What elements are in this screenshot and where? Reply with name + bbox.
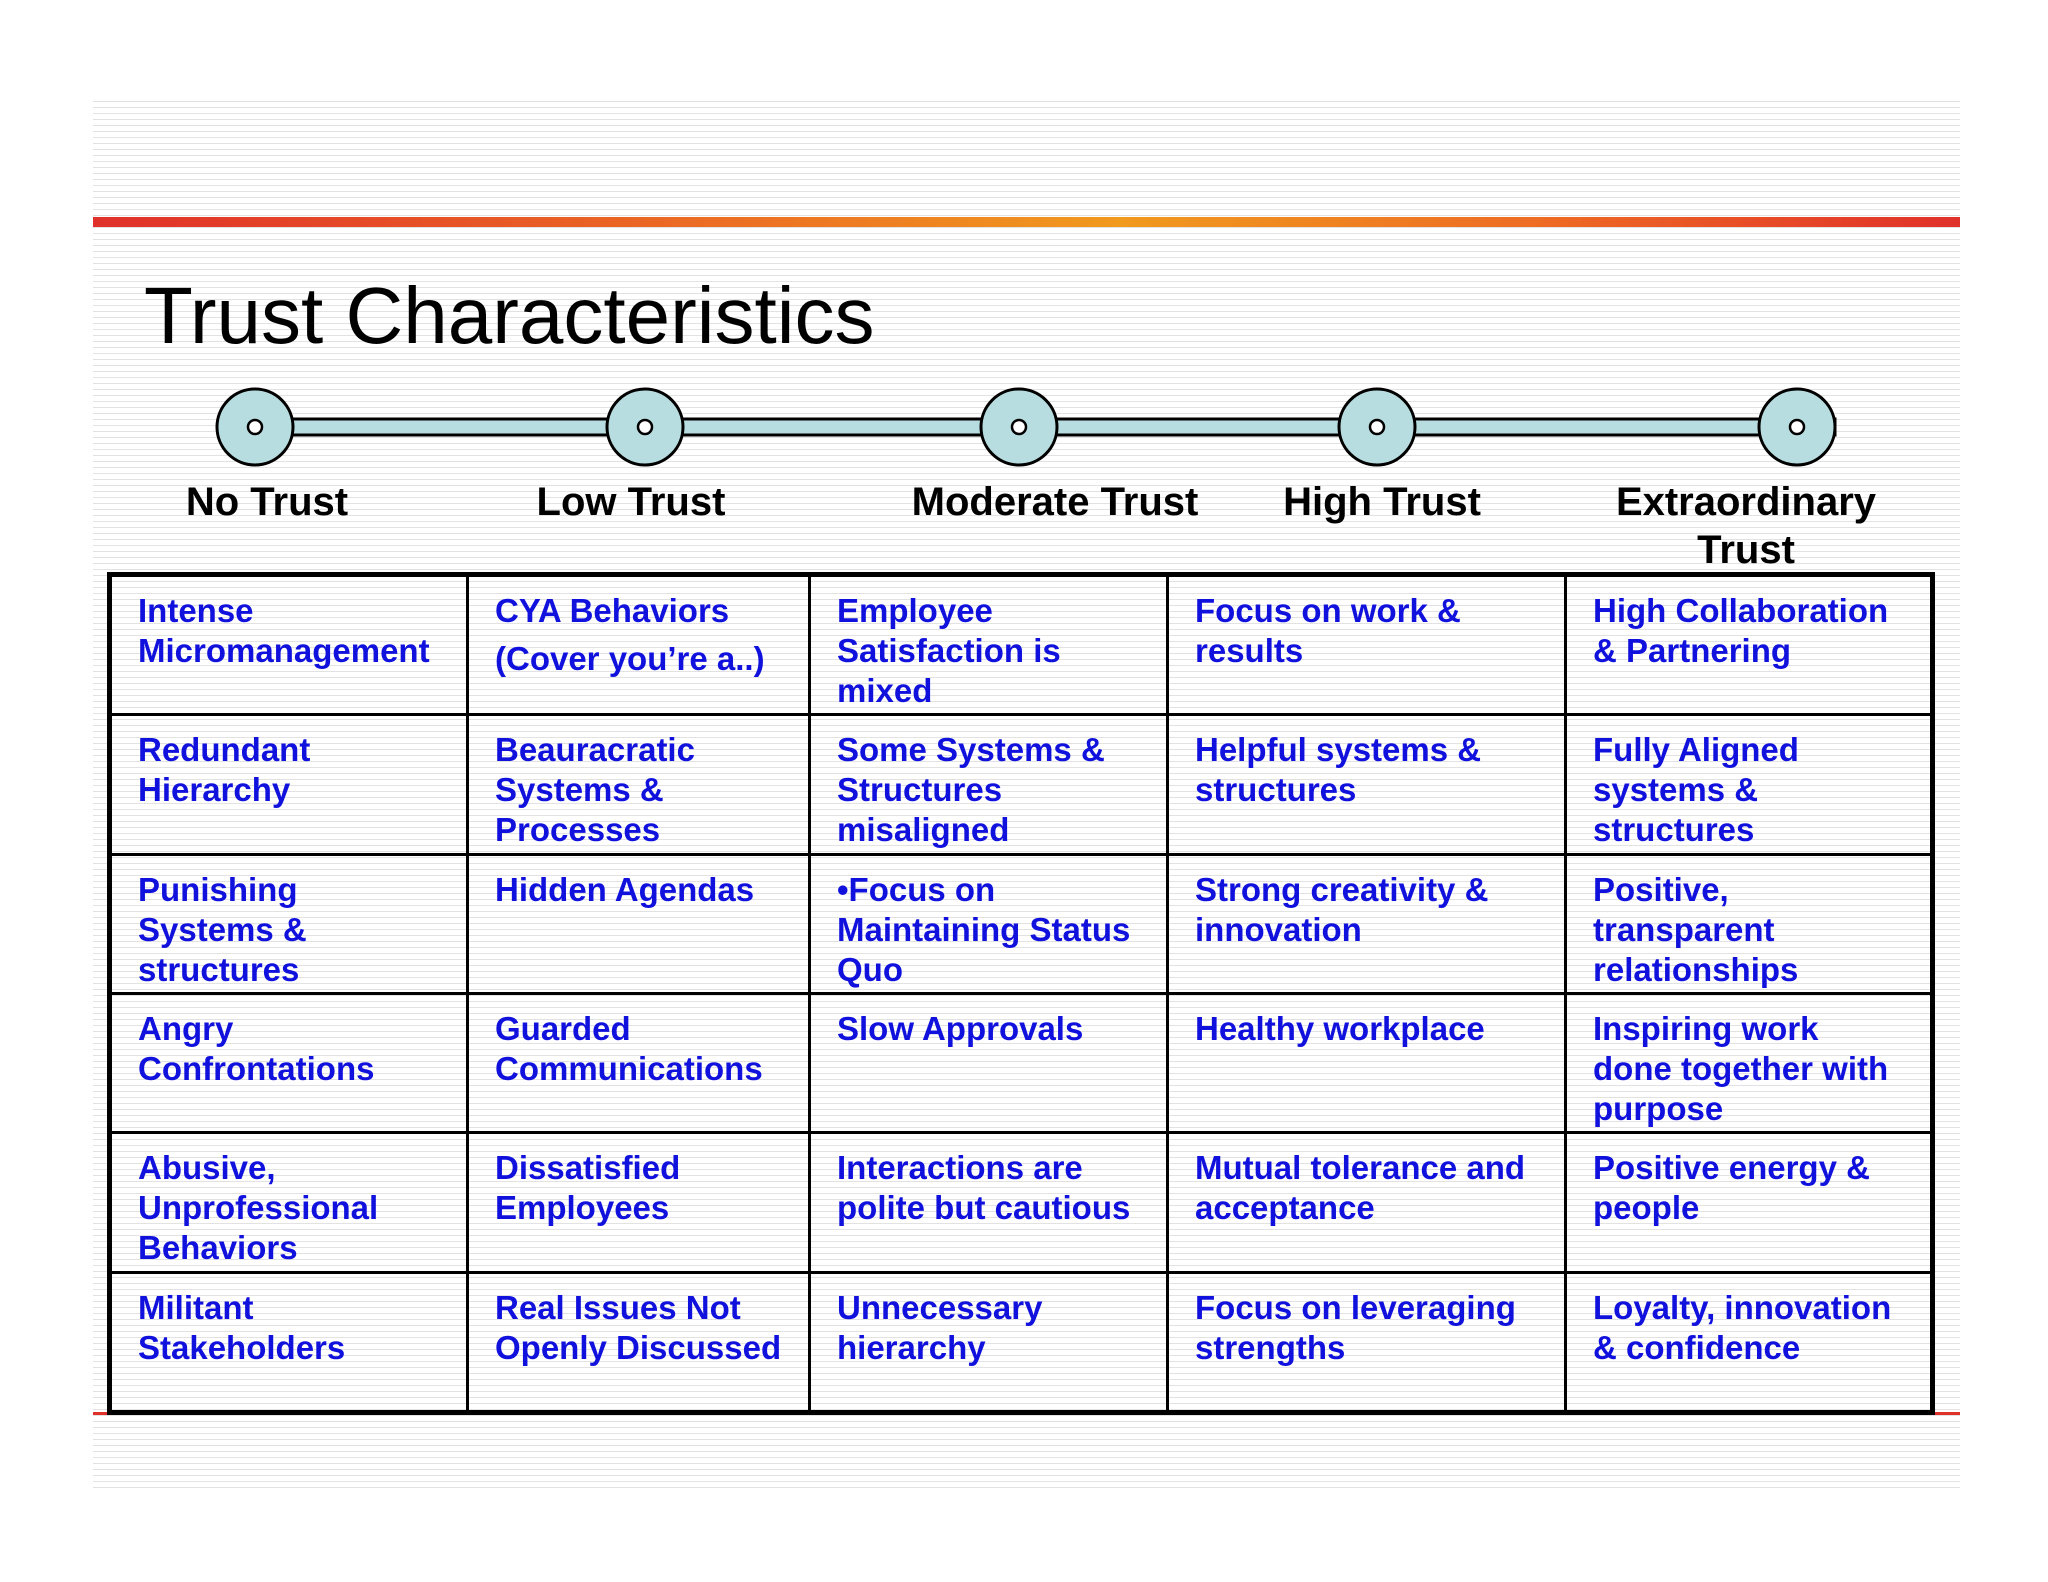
- table-cell: Unnecessary hierarchy: [810, 1272, 1168, 1412]
- table-row: [110, 575, 1933, 715]
- table-row: [110, 1133, 1933, 1272]
- table-cell: Inspiring work done together with purpose: [1566, 993, 1933, 1132]
- table-cell: •Focus on Maintaining Status Quo: [810, 854, 1168, 993]
- table-cell: Militant Stakeholders: [110, 1272, 468, 1412]
- table-cell: Loyalty, innovation & confidence: [1566, 1272, 1933, 1412]
- table-cell: Helpful systems & structures: [1168, 715, 1566, 854]
- table-row: [110, 1272, 1933, 1412]
- page-title: Trust Characteristics: [144, 271, 875, 360]
- table-cell: Slow Approvals: [810, 993, 1168, 1132]
- accent-bar: [93, 217, 1960, 227]
- table-cell: Interactions are polite but cautious: [810, 1133, 1168, 1272]
- table-cell: Positive energy & people: [1566, 1133, 1933, 1272]
- table-cell: Focus on work & results: [1168, 575, 1566, 715]
- level-label-moderate-trust: Moderate Trust: [911, 480, 1199, 524]
- table-row: [110, 993, 1933, 1132]
- table-cell: Angry Confrontations: [110, 993, 468, 1132]
- table-cell: High Collaboration & Partnering: [1566, 575, 1933, 715]
- characteristics-table: [107, 572, 1935, 1415]
- level-label-no-trust: No Trust: [185, 480, 349, 524]
- level-label-low-trust: Low Trust: [536, 480, 726, 524]
- table-row: [110, 715, 1933, 854]
- level-label-high-trust: High Trust: [1283, 480, 1481, 524]
- table-cell: Abusive, Unprofessional Behaviors: [110, 1133, 468, 1272]
- table-cell: Focus on leveraging strengths: [1168, 1272, 1566, 1412]
- table-cell: Redundant Hierarchy: [110, 715, 468, 854]
- table-cell: Guarded Communications: [468, 993, 810, 1132]
- table-cell: [468, 575, 810, 715]
- table-cell: Employee Satisfaction is mixed: [810, 575, 1168, 715]
- table-cell: Some Systems & Structures misaligned: [810, 715, 1168, 854]
- table-cell: Intense Micromanagement: [110, 575, 468, 715]
- table-cell: Strong creativity & innovation: [1168, 854, 1566, 993]
- table-row: [110, 854, 1933, 993]
- cell-text: CYA Behaviors: [495, 592, 730, 629]
- table-cell: Hidden Agendas: [468, 854, 810, 993]
- table-cell: Punishing Systems & structures: [110, 854, 468, 993]
- table-cell: Healthy workplace: [1168, 993, 1566, 1132]
- table-cell: Mutual tolerance and acceptance: [1168, 1133, 1566, 1272]
- table-cell: Dissatisfied Employees: [468, 1133, 810, 1272]
- cell-subtext: (Cover you’re a..): [495, 640, 765, 677]
- table-cell: Beauracratic Systems & Processes: [468, 715, 810, 854]
- table-cell: Fully Aligned systems & structures: [1566, 715, 1933, 854]
- table-cell: Real Issues Not Openly Discussed: [468, 1272, 810, 1412]
- level-label-extraordinary-trust: Extraordinary Trust: [1615, 480, 1877, 572]
- table-cell: Positive, transparent relationships: [1566, 854, 1933, 993]
